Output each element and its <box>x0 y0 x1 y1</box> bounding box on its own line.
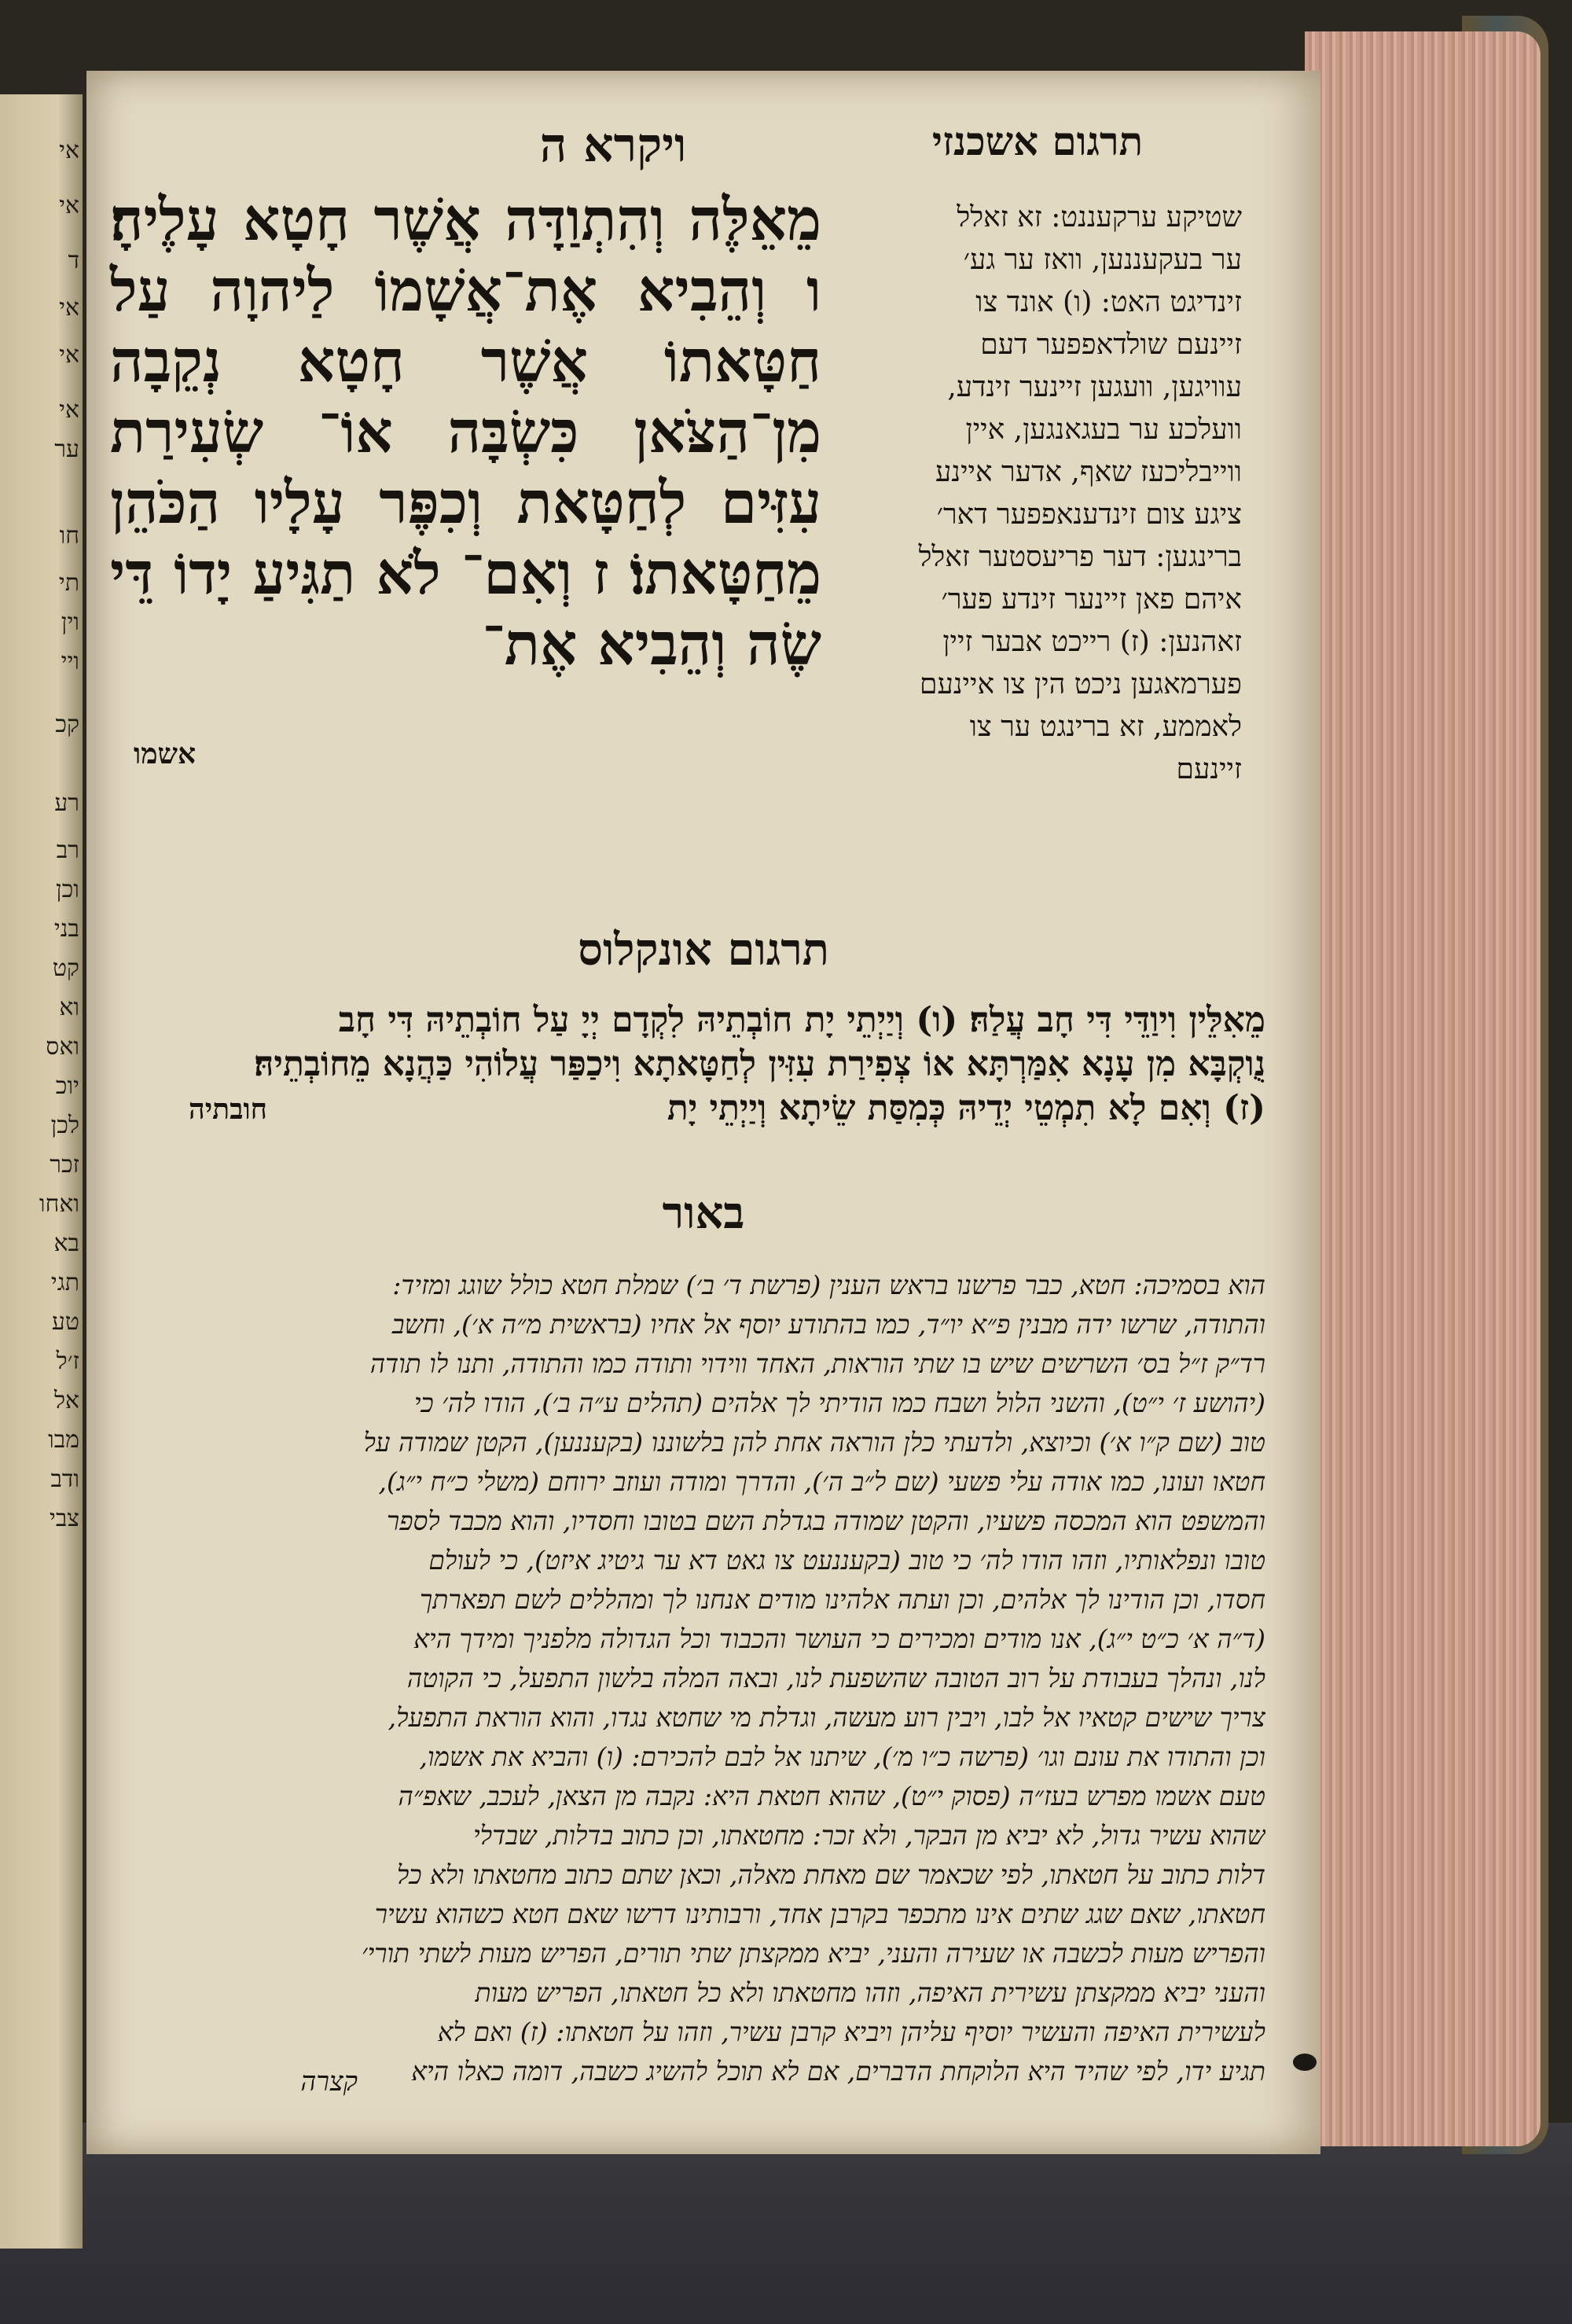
facing-page-fragment: ואחו <box>39 1190 79 1218</box>
yiddish-line: איהם פאן זיינער זינדע פער׳ <box>941 583 1242 616</box>
hebrew-catchword: אשמו <box>134 737 196 770</box>
facing-page-fragment: בני <box>53 915 79 943</box>
biur-line: והפריש מעות לכשבה או שעירה והעני, יביא ממקצתן שתי תורים, הפריש מעות לשתי תורי׳ <box>361 1938 1265 1969</box>
facing-page-fragment: ער <box>54 436 79 463</box>
yiddish-line: פערמאגען ניכט הין צו איינעם <box>920 668 1242 701</box>
biur-line: דלות כתוב על חטאתו, לפי שכאמר שם מאחת מאלה, וכאן שתם כתוב מחטאתו ולא כל <box>396 1859 1265 1890</box>
facing-page-fragment: לכן <box>50 1112 79 1139</box>
biur-line: צריך שישים קטאיו אל לבו, ויבין רוע מעשה, וגדלת מי שחטא נגדו, והוא הוראת התפעל, <box>387 1702 1265 1733</box>
facing-page-fragment: אי <box>59 396 79 424</box>
biur-line: הוא בסמיכה: חטא, כבר פרשנו בראש הענין (פרשת ד׳ ב׳) שמלת חטא כולל שוגג ומזיד: <box>392 1270 1265 1300</box>
yiddish-line: ער בעקעננען, וואז ער גע׳ <box>963 244 1242 276</box>
biur-line: טובו ונפלאותיו, וזהו הודו לה׳ כי טוב (בקעננעט צו גאט דא ער גיטיג איזט), כי לעולם <box>428 1545 1265 1576</box>
facing-page-fragment: קכ <box>55 711 79 738</box>
facing-page-fragment: וכן <box>56 876 79 903</box>
page-fore-edge <box>1305 31 1541 2146</box>
biur-line: לעשירית האיפה והעשיר יוסיף עליהן ויביא קרבן עשיר, וזהו על חטאתו: (ז) ואם לא <box>437 2017 1265 2047</box>
facing-page-fragment: זכר <box>50 1151 79 1179</box>
yiddish-translation <box>857 197 1242 791</box>
biur-line: (יהושע ז׳ י״ט), והשני הלול ושבח כמו הודיתי לך אלהים (תהלים ע״ה ב׳), הודו לה׳ כי <box>413 1388 1265 1418</box>
facing-page-fragment: רע <box>54 789 79 817</box>
biur-line: שהוא עשיר גדול, לא יביא מן הבקר, ולא זכר: מחטאתו, וכן כתוב בדלות, שבדלי <box>473 1820 1265 1851</box>
facing-page-fragment: וין <box>61 609 79 636</box>
yiddish-line: זינדיגט האט: (ו) אונד צו <box>975 286 1242 318</box>
yiddish-line: שטיקע ערקעננט: זא זאלל <box>957 201 1242 234</box>
facing-page-fragment: וא <box>59 994 79 1021</box>
running-head-right: תרגום אשכנזי <box>931 118 1144 164</box>
biur-line: רד״ק ז״ל בס׳ השרשים שיש בו שתי הוראות, האחד ווידוי ותודה כמו והתודה, ותנו לו תודה <box>369 1348 1265 1379</box>
biur-line: לנו, ונהלך בעבודת על רוב הטובה שהשפעת לנו, ובאה המלה בלשון התפעל, כי הקוטה <box>406 1663 1265 1693</box>
onkelos-line: נֻוקְבָּא מִן עָנָא אִמַּרְתָּא אוֹ צְפִירַת עִזִּין לְחַטָּאתָא וִיכַפַּר עֲלוֹהִי כַּהֲנָא מֵחוֹבְתֵיהּ׃ <box>254 1044 1265 1084</box>
yiddish-line: עוויגען, וועגען זיינער זינדע, <box>947 371 1242 403</box>
biur-line: והמשפט הוא המכסה פשעיו, והקטן שמודה בגדלת השם בטובו וחסדיו, והוא מכבד לספר <box>387 1506 1265 1536</box>
facing-page-fragment: יוכ <box>55 1072 79 1100</box>
onkelos-line: מֵאִלֵּין וִיוַדֵּי דִּי חָב עֲלַהּ׃ (ו) וְיַיְתֵי יָת חוֹבְתֵיהּ לִקְדָם יְיָ עַל חוֹבְתֵיהּ דִּי חָב <box>338 1000 1265 1040</box>
facing-page-fragment: אי <box>59 137 79 164</box>
facing-page-fragment: ואס <box>46 1033 79 1061</box>
biur-line: וכן והתודו את עונם וגו׳ (פרשה כ״ו מ׳), שיתנו אל לבם להכירם: (ו) והביא את אשמו, <box>419 1741 1265 1772</box>
biur-line: טוב (שם ק״ו א׳) וכיוצא, ולדעתי כלן הוראה אחת להן בלשוננו (בקעננען), הקטן שמודה על <box>363 1427 1265 1458</box>
yiddish-line: ברינגען: דער פריעסטער זאלל <box>918 541 1242 573</box>
biur-line: והתודה, שרשו ידה מבנין פ״א יו״ד, כמו בהתודע יוסף אל אחיו (בראשית מ״ה א׳), וחשב <box>391 1309 1265 1340</box>
yiddish-line: זיינעם שולדאפפער דעם <box>980 329 1242 361</box>
onkelos-title: תרגום אונקלוס <box>578 924 829 976</box>
facing-page-fragment: תגי <box>50 1269 79 1296</box>
hebrew-verse-text: מֵאֵלֶּה וְהִתְוַדָּה אֲשֶׁר חָטָא עָלֶיהָ׃ ו וְהֵבִיא אֶת־אֲשָׁמוֹ לַיהוָה עַל חַטָּאתוֹ אֲשֶׁר חָטָא נְקֵבָה מִן־הַצֹּאן כִּשְׂבָּה אוֹ־ שְׂעִירַת עִזִּים לְחַטָּאת וְכִפֶּר עָלָיו הַכֹּהֵן מֵחַטָּאתוֹ׃ ז וְאִם־ לֹא תַגִּיעַ יָדוֹ דֵּי שֶׂה וְהֵבִיא אֶת־ <box>110 186 821 678</box>
ink-blot <box>1293 2054 1317 2071</box>
facing-page-fragment: רב <box>56 837 79 864</box>
facing-page-fragment: חו <box>59 522 79 550</box>
facing-page-fragment: ז׳ל <box>56 1348 79 1375</box>
biur-catchword: קצרה <box>300 2066 358 2098</box>
facing-page-fragment: אי <box>59 341 79 369</box>
biur-line: חטאתו, שאם שגג שתים אינו מתכפר בקרבן אחד, ורבותינו דרשו שאם חטא כשהוא עשיר <box>374 1899 1265 1929</box>
facing-page-fragment: אל <box>53 1387 79 1414</box>
yiddish-line: זאהנען: (ז) רייכט אבער זיין <box>942 626 1242 658</box>
yiddish-line: ציגע צום זינדענאפפער דאר׳ <box>936 498 1242 531</box>
facing-page-fragment: טע <box>51 1308 79 1336</box>
facing-page-fragment: ודב <box>50 1465 79 1493</box>
yiddish-line: ווייבליכעז שאף, אדער איינע <box>935 456 1242 488</box>
onkelos-catchword: חובתיה <box>189 1093 267 1126</box>
facing-page-fragment: תי <box>58 569 79 597</box>
biur-title: באור <box>662 1187 745 1239</box>
biur-line: תגיע ידו, לפי שהיד היא הלוקחת הדברים, אם לא תוכל להשיג כשבה, דומה כאלו היא <box>411 2056 1265 2087</box>
yiddish-line: זיינעם <box>1176 753 1242 785</box>
facing-page-fragment: צבי <box>49 1505 79 1532</box>
biur-line: (ד״ה א׳ כ״ט י״ג), אנו מודים ומכירים כי העושר והכבוד וכל הגדולה מלפניך ומידך היא <box>413 1623 1265 1654</box>
biur-line: והעני יביא ממקצתן עשירית האיפה, וזהו מחטאתו ולא כל חטאתו, הפריש מעות <box>475 1977 1265 2008</box>
facing-page-fragment: אי <box>59 294 79 322</box>
biur-line: חסדו, וכן הודינו לך אלהים, וכן ועתה אלהינו מודים אנחנו לך ומהללים לשם תפארתך <box>420 1584 1265 1615</box>
facing-page-fragment: מבו <box>48 1426 79 1454</box>
facing-page-fragment: ויי <box>61 648 79 675</box>
facing-page-fragment: בא <box>53 1230 79 1257</box>
facing-page-fragment: אי <box>59 192 79 219</box>
biur-line: טעם אשמו מפרש בעז״ה (פסוק י״ט), שהוא חטאת היא: נקבה מן הצאן, לעכב, שאפ״ה <box>398 1781 1265 1811</box>
facing-page-fragment: קט <box>52 954 79 982</box>
running-head-left: ויקרא ה <box>539 118 687 173</box>
onkelos-line: (ז) וְאִם לָא תִמְטֵי יְדֵיהּ כְּמִסַּת שֵׂיתָא וְיַיְתֵי יָת <box>667 1088 1265 1128</box>
book-page <box>86 71 1320 2154</box>
yiddish-line: וועלכע ער בעגאנגען, איין <box>965 414 1242 446</box>
biur-commentary <box>118 1266 1265 2091</box>
biur-line: חטאו ועונו, כמו אודה עלי פשעי (שם ל״ב ה׳), והדרך ומודה ועוזב ירוחם (משלי כ״ח י״ג), <box>378 1466 1265 1497</box>
yiddish-line: לאממע, זא ברינגט ער צו <box>969 711 1242 743</box>
facing-page-fragment: ד <box>68 247 79 274</box>
facing-page-edge <box>0 94 83 2249</box>
